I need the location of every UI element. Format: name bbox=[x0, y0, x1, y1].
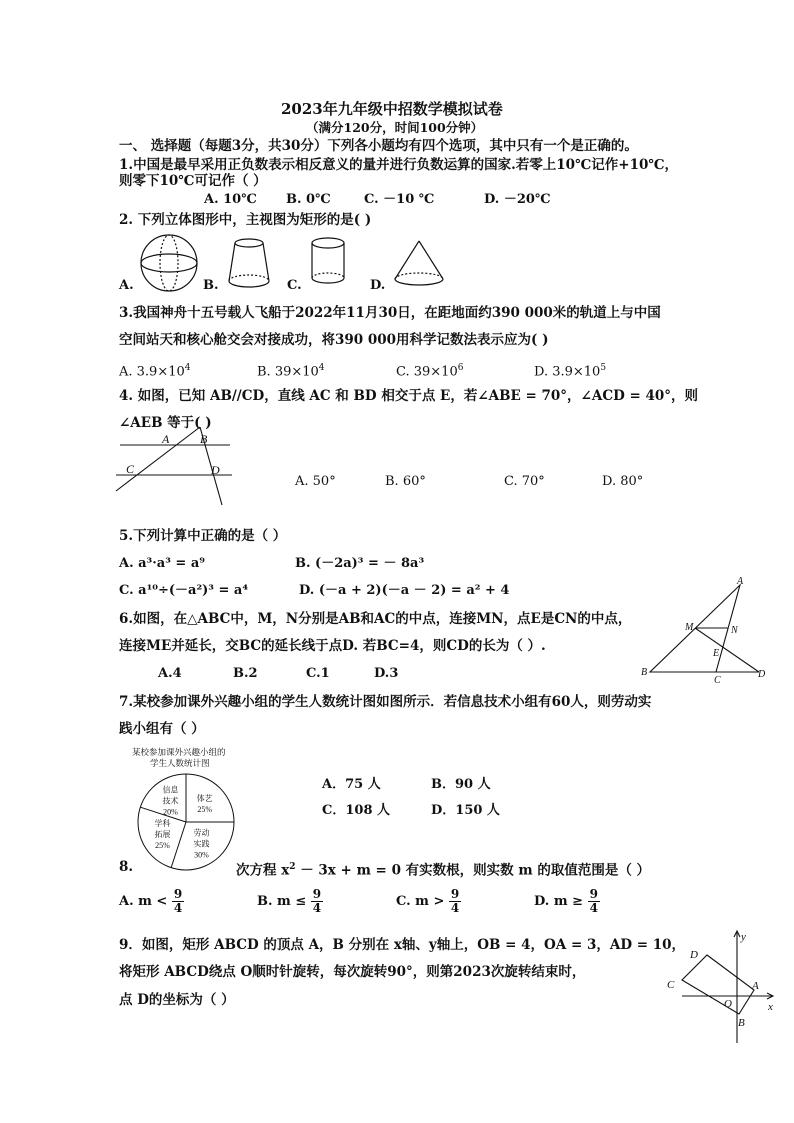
line-ac bbox=[116, 427, 200, 491]
q7-option-c[interactable]: C．108 人 bbox=[322, 803, 391, 818]
pie-label-0-1: 技术 bbox=[162, 796, 179, 806]
q3-option-b-text: B. 39×10 bbox=[257, 364, 319, 380]
q1-line1: 1.中国是最早采用正负数表示相反意义的量并进行负数运算的国家.若零上10℃记作+10℃， bbox=[119, 157, 679, 173]
q8-stem-b: － 3x + m = 0 有实数根，则实数 m 的取值范围是（ ） bbox=[295, 862, 651, 879]
q8-option-c[interactable] bbox=[396, 888, 461, 915]
pie-chart bbox=[131, 767, 241, 877]
q2-option-a[interactable]: A. bbox=[119, 278, 134, 293]
q8-option-d-den: 4 bbox=[589, 901, 598, 915]
q9-figure bbox=[660, 928, 780, 1048]
pie-label-2-0: 劳动 bbox=[193, 828, 210, 838]
q1-line2: 则零下10℃可记作（ ） bbox=[119, 173, 267, 189]
q9-line2: 将矩形 ABCD绕点 O顺时针旋转，每次旋转90°，则第2023次旋转结束时， bbox=[119, 964, 586, 980]
q3-option-c-text: C. 39×10 bbox=[396, 364, 458, 380]
pie-label-2-2: 30% bbox=[194, 850, 209, 860]
pie-chart-title-1: 某校参加课外兴趣小组的 bbox=[132, 748, 226, 758]
q2-option-d[interactable]: D. bbox=[370, 278, 386, 293]
q3-option-d[interactable] bbox=[534, 359, 606, 381]
page-title: 2023年九年级中招数学模拟试卷 bbox=[281, 100, 503, 118]
q5-option-c[interactable]: C. a¹⁰÷(－a²)³ = a⁴ bbox=[119, 583, 249, 598]
q8-option-c-num: 9 bbox=[450, 887, 460, 901]
q2-option-b[interactable]: B. bbox=[203, 278, 219, 293]
q5-option-b[interactable]: B. (－2a)³ = － 8a³ bbox=[295, 556, 425, 571]
fig6-label-e: E bbox=[713, 648, 720, 659]
q3-option-c-exp: 6 bbox=[457, 363, 464, 373]
section-heading: 一、 选择题（每题3分，共30分）下列各小题均有四个选项，其中只有一个是正确的。 bbox=[119, 138, 638, 154]
pie-label-3-1: 拓展 bbox=[154, 829, 171, 839]
q8-option-d-num: 9 bbox=[589, 887, 598, 901]
q4-line1: 4. 如图，已知 AB//CD，直线 AC 和 BD 相交于点 E，若∠ABE = 70°，∠ACD = 40°，则 bbox=[119, 388, 699, 404]
q2-stem: 2. 下列立体图形中，主视图为矩形的是( ) bbox=[119, 212, 372, 228]
q8-option-b-text: B. m ≤ bbox=[257, 894, 307, 909]
pie-label-1-1: 25% bbox=[197, 804, 213, 814]
pie-label-1-0: 体艺 bbox=[196, 793, 213, 803]
q4-option-a[interactable]: A. 50° bbox=[295, 474, 336, 489]
q3-option-a[interactable] bbox=[119, 359, 191, 381]
q8-number: 8. bbox=[119, 859, 134, 875]
q8-option-c-text: C. m > bbox=[396, 894, 445, 909]
q9-line1: 9．如图，矩形 ABCD 的顶点 A，B 分别在 x轴、y轴上，OB = 4，OA = 3，AD = 10， bbox=[119, 937, 686, 953]
q4-figure bbox=[112, 425, 242, 505]
fig9-label-y: y bbox=[741, 931, 746, 943]
q8-option-a[interactable] bbox=[119, 888, 184, 915]
q6-line1: 6.如图，在△ABC中，M，N分别是AB和AC的中点，连接MN，点E是CN的中点， bbox=[119, 611, 632, 627]
q5-option-a[interactable]: A. a³·a³ = a⁹ bbox=[119, 556, 205, 571]
pie-label-0-2: 20% bbox=[163, 807, 178, 817]
frustum-shape[interactable] bbox=[229, 239, 269, 287]
fig4-label-d: D bbox=[211, 463, 220, 477]
pie-chart-title-2: 学生人数统计图 bbox=[150, 759, 210, 769]
pie-label-0-0: 信息 bbox=[162, 785, 179, 795]
q8-option-d[interactable] bbox=[534, 888, 600, 915]
q6-option-d[interactable]: D.3 bbox=[374, 666, 399, 681]
q8-option-a-text: A. m < bbox=[119, 894, 168, 909]
q4-option-b[interactable]: B. 60° bbox=[385, 474, 426, 489]
q6-figure bbox=[636, 575, 776, 685]
q1-option-d[interactable]: D. －20℃ bbox=[484, 192, 551, 207]
q8-option-b-den: 4 bbox=[312, 901, 322, 915]
q3-line2: 空间站天和核心舱交会对接成功，将390 000用科学记数法表示应为( ) bbox=[119, 332, 549, 348]
fig9-label-x: x bbox=[768, 1001, 773, 1013]
fig9-label-a: A bbox=[752, 980, 759, 992]
fig6-label-a: A bbox=[737, 576, 744, 587]
fig6-label-b: B bbox=[641, 667, 648, 678]
q8-option-b-frac bbox=[311, 888, 323, 915]
q4-line2: ∠AEB 等于( ) bbox=[119, 415, 212, 431]
q4-option-d[interactable]: D. 80° bbox=[602, 474, 644, 489]
q7-option-d[interactable]: D．150 人 bbox=[431, 803, 500, 818]
fig9-label-c: C bbox=[667, 979, 675, 991]
q6-line2: 连接ME并延长，交BC的延长线于点D. 若BC=4，则CD的长为（ ）. bbox=[119, 638, 546, 654]
page-subtitle: （满分120分，时间100分钟） bbox=[306, 120, 484, 135]
fig6-label-n: N bbox=[731, 625, 738, 636]
q8-option-a-frac bbox=[172, 888, 184, 915]
q1-option-c[interactable]: C. －10 ℃ bbox=[364, 192, 435, 207]
q7-line2: 践小组有（ ） bbox=[119, 721, 205, 737]
pie-label-3-0: 学科 bbox=[154, 818, 171, 828]
q6-option-c[interactable]: C.1 bbox=[306, 666, 330, 681]
pie-label-3-2: 25% bbox=[155, 840, 170, 850]
q8-option-d-frac bbox=[588, 888, 600, 915]
q3-option-b[interactable] bbox=[257, 359, 325, 381]
q3-option-d-exp: 5 bbox=[600, 363, 607, 373]
q5-option-d[interactable]: D. (－a + 2)(－a － 2) = a² + 4 bbox=[299, 583, 510, 598]
q7-option-b[interactable]: B．90 人 bbox=[431, 777, 491, 792]
pie-label-2-1: 实践 bbox=[193, 839, 210, 849]
q4-option-c[interactable]: C. 70° bbox=[504, 474, 545, 489]
q6-option-b[interactable]: B.2 bbox=[233, 666, 258, 681]
fig9-label-o: O bbox=[724, 998, 732, 1010]
q7-option-a[interactable]: A．75 人 bbox=[322, 777, 381, 792]
q8-option-d-text: D. m ≥ bbox=[534, 894, 584, 909]
q3-line1: 3.我国神舟十五号载人飞船于2022年11月30日，在距地面约390 000米的轨道上与中国 bbox=[119, 305, 661, 321]
q8-option-b-num: 9 bbox=[312, 887, 322, 901]
q8-option-c-den: 4 bbox=[450, 901, 460, 915]
q8-stem bbox=[236, 858, 650, 880]
q3-option-d-text: D. 3.9×10 bbox=[534, 364, 601, 380]
fig4-label-a: A bbox=[162, 432, 170, 446]
fig9-label-d: D bbox=[690, 949, 698, 961]
q6-option-a[interactable]: A.4 bbox=[158, 666, 182, 681]
cylinder-shape[interactable] bbox=[312, 238, 344, 283]
q1-option-a[interactable]: A. 10℃ bbox=[204, 192, 257, 207]
q8-stem-exp: 2 bbox=[289, 862, 296, 872]
q2-option-c[interactable]: C. bbox=[287, 278, 302, 293]
fig9-label-b: B bbox=[738, 1017, 745, 1029]
q8-option-a-den: 4 bbox=[173, 901, 183, 915]
cone-shape[interactable] bbox=[395, 241, 443, 285]
q3-option-b-exp: 4 bbox=[318, 363, 325, 373]
q3-option-a-exp: 4 bbox=[184, 363, 191, 373]
q7-line1: 7.某校参加课外兴趣小组的学生人数统计图如图所示．若信息技术小组有60人，则劳动实 bbox=[119, 694, 652, 710]
q3-option-c[interactable] bbox=[396, 359, 463, 381]
fig4-label-c: C bbox=[126, 462, 135, 476]
rectangle-abcd bbox=[682, 955, 754, 1014]
q8-stem-a: 次方程 x bbox=[236, 862, 290, 879]
fig6-label-c: C bbox=[714, 675, 721, 686]
fig4-label-b: B bbox=[200, 432, 208, 446]
fig6-label-d: D bbox=[758, 669, 766, 680]
q8-option-b[interactable] bbox=[257, 888, 323, 915]
q3-option-a-text: A. 3.9×10 bbox=[119, 364, 185, 380]
q8-option-a-num: 9 bbox=[173, 887, 183, 901]
sphere-shape[interactable] bbox=[141, 235, 197, 291]
q9-line3: 点 D的坐标为（ ） bbox=[119, 992, 235, 1008]
line-md bbox=[695, 628, 759, 672]
q8-option-c-frac bbox=[449, 888, 461, 915]
fig6-label-m: M bbox=[685, 622, 694, 633]
q1-option-b[interactable]: B. 0℃ bbox=[286, 192, 331, 207]
q5-stem: 5.下列计算中正确的是（ ） bbox=[119, 528, 287, 544]
